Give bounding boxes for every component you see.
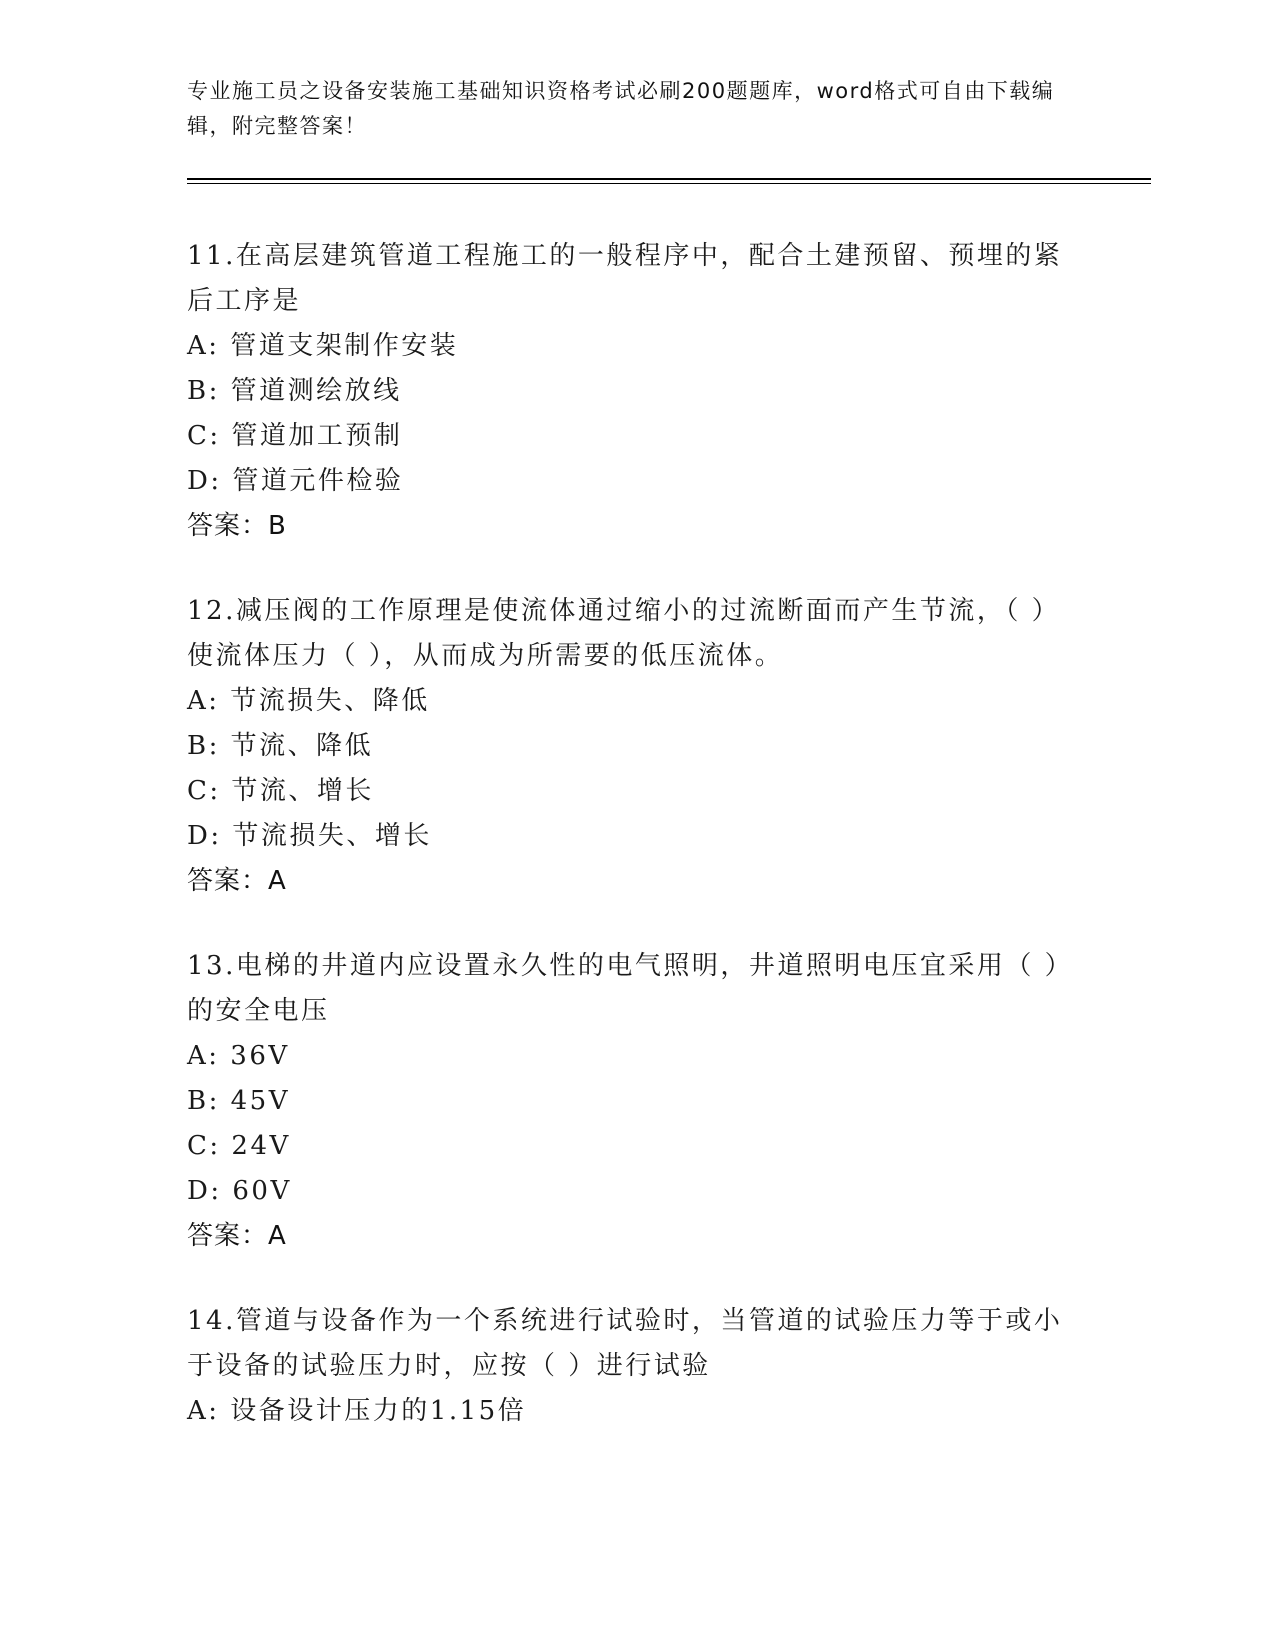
option-a: A: 设备设计压力的1.15倍 — [187, 1396, 527, 1426]
option-c: C: 节流、增长 — [187, 776, 374, 806]
option-b: B: 45V — [187, 1086, 290, 1116]
question-13 — [187, 944, 1087, 1259]
question-text: 14.管道与设备作为一个系统进行试验时，当管道的试验压力等于或小于设备的试验压力时，应按（ ）进行试验 — [187, 1306, 1063, 1381]
question-text: 11.在高层建筑管道工程施工的一般程序中，配合土建预留、预埋的紧后工序是 — [187, 241, 1063, 316]
option-a: A: 36V — [187, 1041, 290, 1071]
option-b: B: 节流、降低 — [187, 731, 374, 761]
answer: 答案：A — [187, 1221, 287, 1251]
option-d: D: 节流损失、增长 — [187, 821, 432, 851]
header-divider — [187, 178, 1151, 180]
question-11 — [187, 234, 1087, 549]
answer: 答案：A — [187, 866, 287, 896]
header-divider-thin — [187, 183, 1151, 184]
question-text: 12.减压阀的工作原理是使流体通过缩小的过流断面而产生节流，（ ）使流体压力（ ），从而成为所需要的低压流体。 — [187, 596, 1061, 671]
option-b: B: 管道测绘放线 — [187, 376, 402, 406]
option-d: D: 管道元件检验 — [187, 466, 404, 496]
option-c: C: 管道加工预制 — [187, 421, 403, 451]
option-a: A: 节流损失、降低 — [187, 686, 430, 716]
question-list — [187, 234, 1087, 1474]
question-text: 13.电梯的井道内应设置永久性的电气照明，井道照明电压宜采用（ ）的安全电压 — [187, 951, 1074, 1026]
question-14 — [187, 1299, 1087, 1434]
document-header: 专业施工员之设备安装施工基础知识资格考试必刷200题题库，word格式可自由下载编辑，附完整答案！ — [187, 79, 1055, 138]
option-d: D: 60V — [187, 1176, 292, 1206]
answer: 答案：B — [187, 511, 287, 541]
option-a: A: 管道支架制作安装 — [187, 331, 459, 361]
option-c: C: 24V — [187, 1131, 291, 1161]
question-12 — [187, 589, 1087, 904]
